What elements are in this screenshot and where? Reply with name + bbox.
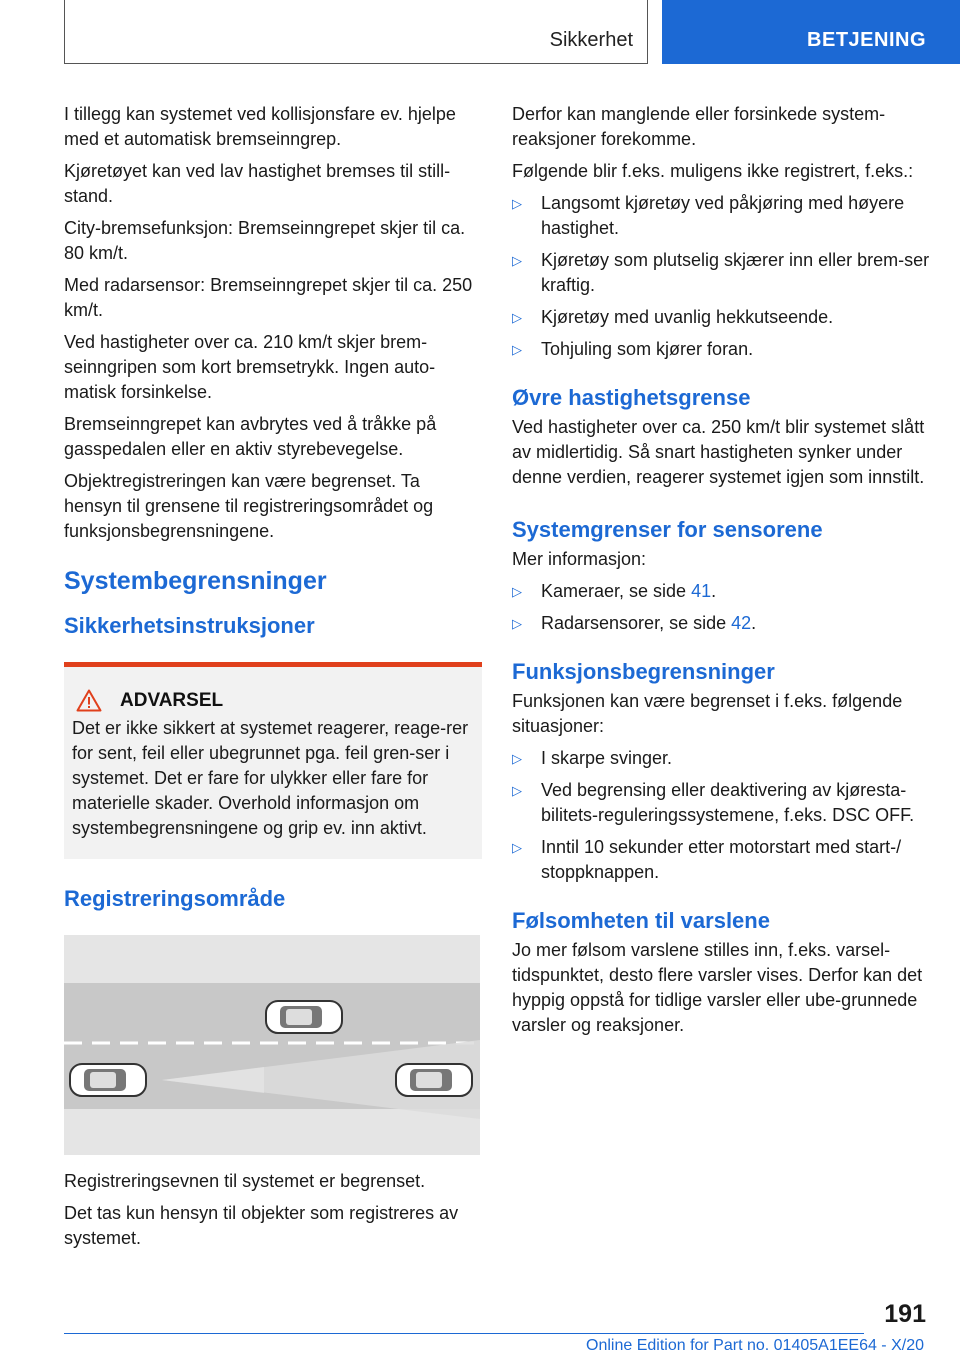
warning-title: ADVARSEL xyxy=(120,689,224,711)
list-item-text: Ved begrensing eller deaktivering av kjøresta-bilitets-reguleringssystemene, f.eks. DSC OFF. xyxy=(541,780,915,825)
header-chapter-box xyxy=(662,0,960,64)
bullet-triangle-icon: ▷ xyxy=(512,840,522,855)
car-icon xyxy=(396,1064,472,1096)
paragraph: Mer informasjon: xyxy=(512,549,647,569)
list-item-text: Kjøretøy med uvanlig hekkutseende. xyxy=(541,307,834,327)
right-column xyxy=(512,102,930,1045)
bullet-triangle-icon: ▷ xyxy=(512,751,522,766)
list-item xyxy=(512,305,930,330)
warning-box xyxy=(64,662,482,859)
heading-upper-speed-limit: Øvre hastighetsgrense xyxy=(512,385,751,410)
footer-divider xyxy=(64,1333,864,1334)
paragraph: Derfor kan manglende eller forsinkede system-reaksjoner forekomme. xyxy=(512,104,886,149)
list-item xyxy=(512,778,930,828)
paragraph: City-bremsefunksjon: Bremseinngrepet skjer til ca. 80 km/t. xyxy=(64,218,466,263)
list-item xyxy=(512,579,930,604)
paragraph: Ved hastigheter over ca. 250 km/t blir systemet slått av midlertidig. Så snart hastigheten synker under denne verdien, reagerer systemet igjen som innstilt. xyxy=(512,417,925,487)
road-diagram xyxy=(64,935,480,1155)
bullet-triangle-icon: ▷ xyxy=(512,310,522,325)
left-column xyxy=(64,102,482,1258)
paragraph: Følgende blir f.eks. muligens ikke registrert, f.eks.: xyxy=(512,161,914,181)
list-item xyxy=(512,835,930,885)
heading-warning-sensitivity: Følsomheten til varslene xyxy=(512,908,770,933)
list-item-text: Radarsensorer, se side xyxy=(541,613,732,633)
page-number: 191 xyxy=(884,1300,926,1328)
warning-triangle-icon xyxy=(76,689,102,712)
heading-detection-area: Registreringsområde xyxy=(64,886,286,911)
footer-edition-text: Online Edition for Part no. 01405A1EE64 - X/20 xyxy=(586,1337,924,1354)
bullet-triangle-icon: ▷ xyxy=(512,783,522,798)
list-item-end: . xyxy=(751,613,757,633)
paragraph: Jo mer følsom varslene stilles inn, f.eks. varsel-tidspunktet, desto flere varsler vises. Derfor kan det hyppig oppstå for tidlige varsler eller ube-grunnede varsler og reaksjoner. xyxy=(512,940,923,1035)
list-item-end: . xyxy=(711,581,717,601)
page-link-41[interactable]: 41 xyxy=(691,581,712,601)
paragraph: Funksjonen kan være begrenset i f.eks. følgende situasjoner: xyxy=(512,691,903,736)
car-icon xyxy=(266,1001,342,1033)
paragraph: Kjøretøyet kan ved lav hastighet bremses til still-stand. xyxy=(64,161,451,206)
car-icon xyxy=(70,1064,146,1096)
list-item xyxy=(512,611,930,636)
list-item xyxy=(512,248,930,298)
detection-area-illustration xyxy=(64,935,480,1155)
list-item-text: I skarpe svinger. xyxy=(541,748,673,768)
warning-text: Det er ikke sikkert at systemet reagerer, reage-rer for sent, feil eller ubegrunnet pga. feil gren-ser i systemet. Det er fare for ulykker eller fare for materielle skader. Overhold informasjon om systembegrensningene og grip ev. inn aktivt. xyxy=(72,718,469,838)
list-item-text: Tohjuling som kjører foran. xyxy=(541,339,754,359)
paragraph: Registreringsevnen til systemet er begrenset. xyxy=(64,1171,426,1191)
bullet-triangle-icon: ▷ xyxy=(512,584,522,599)
list-item-text: Kameraer, se side xyxy=(541,581,692,601)
heading-system-limits: Systembegrensninger xyxy=(64,567,327,595)
bullet-triangle-icon: ▷ xyxy=(512,196,522,211)
bullet-triangle-icon: ▷ xyxy=(512,253,522,268)
bullet-triangle-icon: ▷ xyxy=(512,342,522,357)
list-item-text: Langsomt kjøretøy ved påkjøring med høyere hastighet. xyxy=(541,193,905,238)
header-chapter-title: BETJENING xyxy=(807,29,926,51)
bullet-triangle-icon: ▷ xyxy=(512,616,522,631)
sensor-links-list xyxy=(512,579,930,636)
list-item xyxy=(512,191,930,241)
list-item xyxy=(512,746,930,771)
paragraph: Ved hastigheter over ca. 210 km/t skjer brem-seinngripen som kort bremsetrykk. Ingen auto-matisk forsinkelse. xyxy=(64,332,436,402)
paragraph: Med radarsensor: Bremseinngrepet skjer til ca. 250 km/t. xyxy=(64,275,473,320)
heading-function-limits: Funksjonsbegrensninger xyxy=(512,659,775,684)
header-section-box xyxy=(64,0,648,64)
list-item xyxy=(512,337,930,362)
header-section-title: Sikkerhet xyxy=(549,29,633,51)
list-item-text: Inntil 10 sekunder etter motorstart med start-/ stoppknappen. xyxy=(541,837,902,882)
paragraph: Objektregistreringen kan være begrenset. Ta hensyn til grensene til registreringsområdet og funksjonsbegrensningene. xyxy=(64,471,434,541)
heading-sensor-limits: Systemgrenser for sensorene xyxy=(512,517,823,542)
page-link-42[interactable]: 42 xyxy=(731,613,752,633)
paragraph: I tillegg kan systemet ved kollisjonsfare ev. hjelpe med et automatisk bremseinngrep. xyxy=(64,104,456,149)
paragraph: Bremseinngrepet kan avbrytes ved å tråkke på gasspedalen eller en aktiv styrebevegelse. xyxy=(64,414,437,459)
undetected-objects-list xyxy=(512,191,930,362)
warning-header xyxy=(72,689,472,712)
list-item-text: Kjøretøy som plutselig skjærer inn eller brem-ser kraftig. xyxy=(541,250,930,295)
paragraph: Det tas kun hensyn til objekter som registreres av systemet. xyxy=(64,1203,459,1248)
heading-safety-instructions: Sikkerhetsinstruksjoner xyxy=(64,613,315,638)
function-limits-list xyxy=(512,746,930,885)
